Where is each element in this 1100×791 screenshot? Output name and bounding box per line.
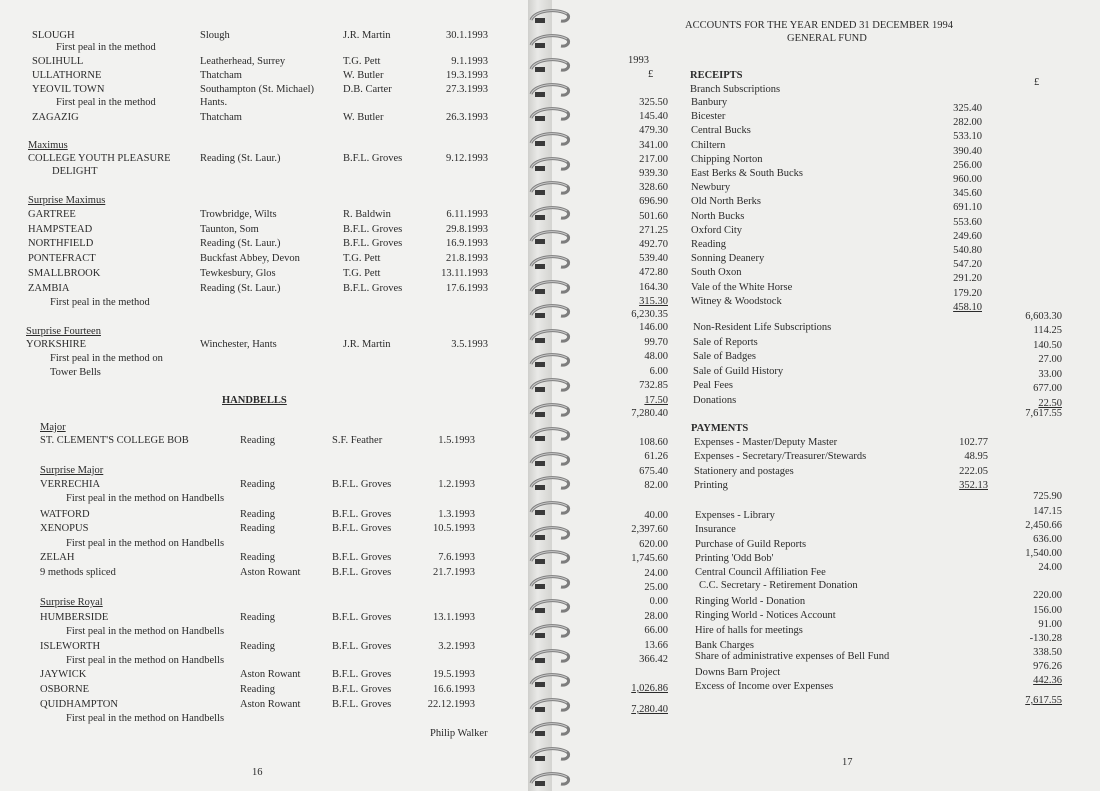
method-name: ZAGAZIG [32, 112, 79, 123]
branch-label: Witney & Woodstock [691, 296, 782, 307]
payment-label: Insurance [695, 524, 736, 535]
peal-place: Aston Rowant [240, 567, 301, 578]
payments-total-current: 7,617.55 [1025, 695, 1062, 706]
payments-heading: PAYMENTS [691, 423, 749, 434]
peal-place: Southampton (St. Michael) [200, 84, 315, 95]
prev-year-amount: 1,026.86 [631, 683, 668, 694]
peal-place: Aston Rowant [240, 699, 301, 710]
current-amount: 390.40 [953, 146, 982, 157]
current-amount: 102.77 [959, 437, 988, 448]
branch-label: Chipping Norton [691, 154, 763, 165]
receipt-amount: 114.25 [1033, 325, 1062, 336]
payment-label: Central Council Affiliation Fee [695, 567, 826, 578]
first-peal-note: First peal in the method on Handbells [66, 713, 225, 724]
peal-place: Leatherhead, Surrey [200, 56, 286, 67]
branch-label: Oxford City [691, 225, 743, 236]
payment-label: Downs Barn Project [695, 667, 781, 678]
peal-conductor: S.F. Feather [332, 435, 383, 446]
peal-place: Thatcham [200, 112, 242, 123]
accounts-title: ACCOUNTS FOR THE YEAR ENDED 31 DECEMBER 1994 [685, 20, 954, 31]
peal-date: 9.1.1993 [451, 56, 488, 67]
binding-coil-icon [527, 279, 573, 297]
current-amount: 547.20 [953, 259, 982, 270]
peal-place: Winchester, Hants [200, 339, 277, 350]
peal-date: 17.6.1993 [446, 283, 488, 294]
binding-coil-icon [527, 352, 573, 370]
prev-year-amount: 61.26 [644, 451, 668, 462]
first-peal-note: First peal in the method on Handbells [66, 493, 225, 504]
first-peal-note: First peal in the method [56, 42, 156, 53]
method-name: JAYWICK [40, 669, 87, 680]
method-name: HUMBERSIDE [40, 612, 109, 623]
peal-place: Trowbridge, Wilts [200, 209, 277, 220]
prev-year-amount: 25.00 [644, 582, 668, 593]
receipts-heading: RECEIPTS [690, 70, 743, 81]
prev-year-amount: 341.00 [639, 140, 668, 151]
payment-amount: 636.00 [1033, 534, 1062, 545]
branch-label: Banbury [691, 97, 728, 108]
prev-year-amount: 492.70 [639, 239, 668, 250]
receipt-label: Non-Resident Life Subscriptions [693, 322, 832, 333]
binding-coil-icon [527, 771, 573, 789]
current-amount: 553.60 [953, 217, 982, 228]
receipt-label: Sale of Badges [693, 351, 756, 362]
current-amount: 282.00 [953, 117, 982, 128]
payment-amount: 2,450.66 [1025, 520, 1062, 531]
binding-coil-icon [527, 525, 573, 543]
method-name: QUIDHAMPTON [40, 699, 118, 710]
binding-coil-icon [527, 328, 573, 346]
current-amount: 691.10 [953, 202, 982, 213]
branch-label: Old North Berks [691, 196, 761, 207]
payment-amount: 91.00 [1038, 619, 1062, 630]
binding-coil-icon [527, 475, 573, 493]
method-name: COLLEGE YOUTH PLEASURE [28, 153, 171, 164]
prev-year-amount: 501.60 [639, 211, 668, 222]
peal-place: Reading [240, 435, 275, 446]
first-peal-note: First peal in the method on Handbells [66, 626, 225, 637]
peal-date: 21.8.1993 [446, 253, 488, 264]
current-amount: 960.00 [953, 174, 982, 185]
prev-year-amount: 13.66 [644, 640, 668, 651]
peal-conductor: B.F.L. Groves [343, 238, 403, 249]
peal-conductor: B.F.L. Groves [343, 224, 403, 235]
peal-conductor: B.F.L. Groves [332, 567, 392, 578]
current-amount: 249.60 [953, 231, 982, 242]
method-name: YORKSHIRE [26, 339, 87, 350]
payment-amount: -130.28 [1029, 633, 1062, 644]
peal-date: 13.1.1993 [433, 612, 475, 623]
peal-date: 21.7.1993 [433, 567, 475, 578]
peal-place: Reading [240, 641, 275, 652]
peal-conductor: B.F.L. Groves [332, 509, 392, 520]
payment-label: Ringing World - Notices Account [695, 610, 836, 621]
payment-label: Share of administrative expenses of Bell Fund [695, 651, 890, 662]
method-name: SOLIHULL [32, 56, 84, 67]
peal-date: 30.1.1993 [446, 30, 488, 41]
method-name: ST. CLEMENT'S COLLEGE BOB [40, 435, 189, 446]
peal-place: Slough [200, 30, 230, 41]
binding-coil-icon [527, 451, 573, 469]
peal-conductor: T.G. Pett [343, 56, 381, 67]
method-name: XENOPUS [40, 523, 89, 534]
prev-year-amount: 1,745.60 [631, 553, 668, 564]
current-amount: 345.60 [953, 188, 982, 199]
method-name: ULLATHORNE [32, 70, 102, 81]
peal-date: 7.6.1993 [438, 552, 475, 563]
binding-coil-icon [527, 500, 573, 518]
current-amount: 533.10 [953, 131, 982, 142]
binding-coil-icon [527, 402, 573, 420]
prev-year-amount: 99.70 [644, 337, 668, 348]
payment-amount: 338.50 [1033, 647, 1062, 658]
receipts-total-current: 7,617.55 [1025, 408, 1062, 419]
payments-total-prev: 7,280.40 [631, 704, 668, 715]
section-heading-hb-surprise-major: Surprise Major [40, 465, 104, 476]
prev-year-amount: 315.30 [639, 296, 668, 307]
branch-total-current: 6,603.30 [1025, 311, 1062, 322]
current-amount: 291.20 [953, 273, 982, 284]
peal-conductor: R. Baldwin [343, 209, 391, 220]
payment-amount: 220.00 [1033, 590, 1062, 601]
peal-place: Hants. [200, 97, 228, 108]
current-amount: 540.80 [953, 245, 982, 256]
payment-label: Expenses - Library [695, 510, 775, 521]
prev-year-amount: 17.50 [644, 395, 668, 406]
method-name: VERRECHIA [40, 479, 101, 490]
peal-date: 9.12.1993 [446, 153, 488, 164]
receipt-label: Sale of Guild History [693, 366, 784, 377]
peal-conductor: W. Butler [343, 112, 384, 123]
prev-year-amount: 939.30 [639, 168, 668, 179]
peal-place: Reading [240, 509, 275, 520]
receipt-label: Sale of Reports [693, 337, 758, 348]
payment-amount: 24.00 [1038, 562, 1062, 573]
method-name: ZELAH [40, 552, 75, 563]
section-heading-surprise-fourteen: Surprise Fourteen [26, 326, 101, 337]
branch-label: Newbury [691, 182, 731, 193]
first-peal-note-continued: Tower Bells [50, 367, 101, 378]
page-number: 16 [252, 767, 263, 778]
binding-coil-icon [527, 746, 573, 764]
section-heading-hb-major: Major [40, 422, 66, 433]
peal-place: Reading [240, 552, 275, 563]
method-name: NORTHFIELD [28, 238, 94, 249]
first-peal-note: First peal in the method [56, 97, 156, 108]
peal-date: 3.5.1993 [451, 339, 488, 350]
prev-year-amount: 675.40 [639, 466, 668, 477]
binding-coil-icon [527, 156, 573, 174]
peal-place: Reading [240, 479, 275, 490]
current-amount: 48.95 [964, 451, 988, 462]
current-amount: 222.05 [959, 466, 988, 477]
binding-coil-icon [527, 426, 573, 444]
binding-coil-icon [527, 254, 573, 272]
prev-year-amount: 325.50 [639, 97, 668, 108]
receipt-label: Donations [693, 395, 737, 406]
peal-conductor: B.F.L. Groves [332, 699, 392, 710]
prev-year-amount: 2,397.60 [631, 524, 668, 535]
prev-year-amount: 145.40 [639, 111, 668, 122]
current-amount: 179.20 [953, 288, 982, 299]
binding-coil-icon [527, 377, 573, 395]
peal-conductor: B.F.L. Groves [332, 612, 392, 623]
payment-label: Printing 'Odd Bob' [695, 553, 774, 564]
signature: Philip Walker [430, 728, 488, 739]
method-name: HAMPSTEAD [28, 224, 93, 235]
prev-year-amount: 48.00 [644, 351, 668, 362]
receipt-label: Peal Fees [693, 380, 733, 391]
prev-year-amount: 24.00 [644, 568, 668, 579]
payment-label: C.C. Secretary - Retirement Donation [699, 580, 858, 591]
branch-label: East Berks & South Bucks [691, 168, 803, 179]
peal-date: 29.8.1993 [446, 224, 488, 235]
binding-coil-icon [527, 57, 573, 75]
peal-conductor: T.G. Pett [343, 268, 381, 279]
payment-amount: 156.00 [1033, 605, 1062, 616]
first-peal-note: First peal in the method on [50, 353, 163, 364]
branch-label: Central Bucks [691, 125, 751, 136]
prev-year-amount: 108.60 [639, 437, 668, 448]
method-name-continued: DELIGHT [52, 166, 98, 177]
method-name: ZAMBIA [28, 283, 70, 294]
payment-amount: 976.26 [1033, 661, 1062, 672]
currency-label: £ [1034, 77, 1040, 88]
prev-year-amount: 28.00 [644, 611, 668, 622]
section-heading-surprise-maximus: Surprise Maximus [28, 195, 106, 206]
method-name: SLOUGH [32, 30, 75, 41]
receipt-amount: 27.00 [1038, 354, 1062, 365]
payment-label: Hire of halls for meetings [695, 625, 803, 636]
peal-place: Aston Rowant [240, 669, 301, 680]
prev-year-amount: 472.80 [639, 267, 668, 278]
peal-date: 1.5.1993 [438, 435, 475, 446]
left-page [0, 0, 528, 791]
peal-date: 6.11.1993 [446, 209, 488, 220]
peal-conductor: B.F.L. Groves [332, 523, 392, 534]
method-name: YEOVIL TOWN [32, 84, 105, 95]
peal-place: Buckfast Abbey, Devon [200, 253, 300, 264]
payment-amount: 147.15 [1033, 506, 1062, 517]
peal-date: 16.6.1993 [433, 684, 475, 695]
peal-date: 16.9.1993 [446, 238, 488, 249]
branch-label: Sonning Deanery [691, 253, 765, 264]
binding-coil-icon [527, 205, 573, 223]
current-amount: 352.13 [959, 480, 988, 491]
payment-amount: 442.36 [1033, 675, 1062, 686]
peal-date: 19.3.1993 [446, 70, 488, 81]
peal-conductor: B.F.L. Groves [332, 641, 392, 652]
branch-total-prev: 6,230.35 [631, 309, 668, 320]
first-peal-note: First peal in the method on Handbells [66, 538, 225, 549]
page-number: 17 [842, 757, 853, 768]
peal-conductor: B.F.L. Groves [332, 669, 392, 680]
binding-coil-icon [527, 33, 573, 51]
branch-label: Bicester [691, 111, 726, 122]
method-name: 9 methods spliced [40, 567, 116, 578]
first-peal-note: First peal in the method on Handbells [66, 655, 225, 666]
payment-amount: 1,540.00 [1025, 548, 1062, 559]
peal-place: Taunton, Som [200, 224, 259, 235]
right-page [552, 0, 1100, 791]
prev-year-amount: 40.00 [644, 510, 668, 521]
binding-coil-icon [527, 180, 573, 198]
prev-year-amount: 271.25 [639, 225, 668, 236]
peal-date: 1.3.1993 [438, 509, 475, 520]
binding-coil-icon [527, 82, 573, 100]
peal-place: Reading [240, 523, 275, 534]
prev-year-amount: 620.00 [639, 539, 668, 550]
payment-label: Bank Charges [695, 640, 755, 651]
prev-year-amount: 146.00 [639, 322, 668, 333]
binding-coil-icon [527, 574, 573, 592]
method-name: ISLEWORTH [40, 641, 101, 652]
peal-place: Reading (St. Laur.) [200, 283, 281, 294]
accounts-subtitle: GENERAL FUND [787, 33, 867, 44]
method-name: OSBORNE [40, 684, 90, 695]
binding-coil-icon [527, 303, 573, 321]
peal-conductor: B.F.L. Groves [332, 684, 392, 695]
method-name: PONTEFRACT [28, 253, 96, 264]
peal-place: Tewkesbury, Glos [200, 268, 276, 279]
prev-year-amount: 6.00 [649, 366, 668, 377]
binding-coil-icon [527, 8, 573, 26]
prev-year-amount: 366.42 [639, 654, 668, 665]
branch-subscriptions-heading: Branch Subscriptions [690, 84, 781, 95]
prev-year-amount: 0.00 [649, 596, 668, 607]
branch-label: Chiltern [691, 140, 726, 151]
prev-year-amount: 328.60 [639, 182, 668, 193]
peal-place: Reading [240, 684, 275, 695]
payment-label: Printing [694, 480, 728, 491]
binding-coil-icon [527, 131, 573, 149]
first-peal-note: First peal in the method [50, 297, 150, 308]
peal-conductor: J.R. Martin [343, 30, 391, 41]
peal-date: 19.5.1993 [433, 669, 475, 680]
prev-year-amount: 479.30 [639, 125, 668, 136]
section-heading-hb-surprise-royal: Surprise Royal [40, 597, 103, 608]
receipt-amount: 22.50 [1038, 398, 1062, 409]
prev-year-label: 1993 [628, 55, 649, 66]
binding-coil-icon [527, 672, 573, 690]
prev-currency-label: £ [648, 69, 654, 80]
peal-date: 1.2.1993 [438, 479, 475, 490]
prev-year-amount: 82.00 [644, 480, 668, 491]
peal-place: Thatcham [200, 70, 242, 81]
binding-coil-icon [527, 623, 573, 641]
peal-date: 22.12.1993 [427, 699, 475, 710]
current-amount: 325.40 [953, 103, 982, 114]
peal-conductor: B.F.L. Groves [343, 283, 403, 294]
peal-date: 3.2.1993 [438, 641, 475, 652]
peal-conductor: B.F.L. Groves [332, 552, 392, 563]
binding-coil-icon [527, 721, 573, 739]
prev-year-amount: 217.00 [639, 154, 668, 165]
payment-label: Ringing World - Donation [695, 596, 806, 607]
peal-date: 13.11.1993 [441, 268, 488, 279]
peal-conductor: B.F.L. Groves [343, 153, 403, 164]
peal-conductor: T.G. Pett [343, 253, 381, 264]
binding-coil-icon [527, 229, 573, 247]
binding-coil-icon [527, 549, 573, 567]
prev-year-amount: 732.85 [639, 380, 668, 391]
branch-label: Vale of the White Horse [691, 282, 793, 293]
prev-year-amount: 66.00 [644, 625, 668, 636]
branch-label: Reading [691, 239, 726, 250]
handbells-heading: HANDBELLS [222, 395, 287, 406]
receipt-amount: 677.00 [1033, 383, 1062, 394]
payment-label: Stationery and postages [694, 466, 794, 477]
current-amount: 256.00 [953, 160, 982, 171]
receipt-amount: 33.00 [1038, 369, 1062, 380]
payment-label: Expenses - Master/Deputy Master [694, 437, 838, 448]
section-heading-maximus: Maximus [28, 140, 68, 151]
peal-date: 10.5.1993 [433, 523, 475, 534]
prev-year-amount: 539.40 [639, 253, 668, 264]
peal-place: Reading (St. Laur.) [200, 238, 281, 249]
binding-coil-icon [527, 648, 573, 666]
receipts-total-prev: 7,280.40 [631, 408, 668, 419]
peal-conductor: J.R. Martin [343, 339, 391, 350]
peal-place: Reading (St. Laur.) [200, 153, 281, 164]
peal-conductor: D.B. Carter [343, 84, 392, 95]
method-name: WATFORD [40, 509, 90, 520]
payment-label: Excess of Income over Expenses [695, 681, 834, 692]
prev-year-amount: 696.90 [639, 196, 668, 207]
current-amount: 458.10 [953, 302, 982, 313]
binding-coil-icon [527, 697, 573, 715]
payment-label: Purchase of Guild Reports [695, 539, 807, 550]
binding-coil-icon [527, 106, 573, 124]
peal-date: 27.3.1993 [446, 84, 488, 95]
receipt-amount: 140.50 [1033, 340, 1062, 351]
branch-label: South Oxon [691, 267, 742, 278]
payment-label: Expenses - Secretary/Treasurer/Stewards [694, 451, 867, 462]
peal-date: 26.3.1993 [446, 112, 488, 123]
prev-year-amount: 164.30 [639, 282, 668, 293]
peal-conductor: W. Butler [343, 70, 384, 81]
method-name: SMALLBROOK [28, 268, 101, 279]
method-name: GARTREE [28, 209, 76, 220]
payments-group-total: 725.90 [1033, 491, 1062, 502]
peal-place: Reading [240, 612, 275, 623]
branch-label: North Bucks [691, 211, 745, 222]
peal-conductor: B.F.L. Groves [332, 479, 392, 490]
binding-coil-icon [527, 598, 573, 616]
